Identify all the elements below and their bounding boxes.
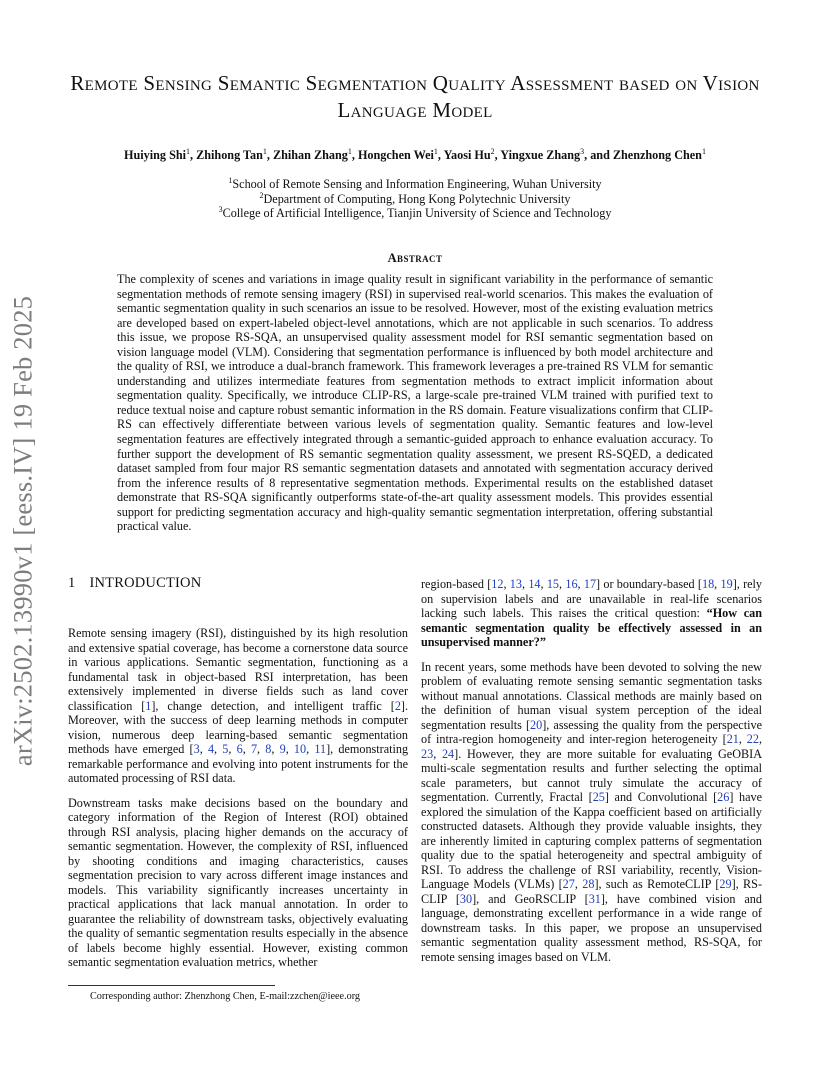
paragraph-text: ] or boundary-based [ (596, 577, 702, 591)
section-number: 1 (68, 575, 76, 591)
paragraph-text: , (738, 732, 747, 746)
footnote: Corresponding author: Zhenzhong Chen, E-mail:zzchen@ieee.org (90, 991, 361, 1002)
affiliation (70, 192, 760, 207)
paragraph-text: ] have explored the simulation of the Kappa coefficient based on artificially constructed datasets. Although they provide valuable insights, they are inherently limited in capturing complex patterns of segmentation quality due to the spatial heterogeneity and spectral ambiguity of RSI. To address the challenge of RSI variability, recently, Vision-Language Models (VLMs) [ (421, 790, 763, 891)
author (273, 148, 352, 162)
paragraph-text: ], such as RemoteCLIP [ (594, 877, 720, 891)
author (444, 148, 495, 162)
paragraph-text: , (714, 577, 721, 591)
affiliation-text: Department of Computing, Hong Kong Polytechnic University (263, 191, 571, 206)
paragraph (68, 796, 408, 970)
paragraph-text: , (521, 577, 529, 591)
paragraph-text: , (574, 877, 583, 891)
author-affil-mark: 1 (433, 146, 438, 156)
citation-link[interactable]: 10 (293, 742, 307, 756)
paragraph-text: Downstream tasks make decisions based on the boundary and category information of the Region of Interest (ROI) obtained through RSI analysis, placing higher demands on the accuracy of semantic segmentation. However, the complexity of RSI, influenced by shooting conditions and imaging characteristics, causes segmentation precision to vary across different image instances and models. This variability significantly increases uncertainty in practical applications that lack manual annotation. In order to guarantee the reliability of downstream tasks, objectively evaluating the quality of semantic segmentation results especially in the absence of labels become highly essential. However, existing common semantic segmentation evaluation metrics, whether (68, 795, 408, 969)
paragraph-text: ]. Moreover, with the success of deep learning methods in computer vision, numerous deep learning-based semantic segmentation methods have emerged [ (68, 698, 409, 756)
author-affil-mark: 2 (490, 146, 495, 156)
citation-link[interactable]: 1 (145, 698, 152, 713)
affiliation-mark: 3 (218, 204, 223, 214)
citation-link[interactable]: 9 (279, 742, 286, 756)
citation-link[interactable]: 13 (509, 577, 522, 591)
citation-link[interactable]: 27 (562, 877, 575, 891)
paragraph-text: ], and GeoRSCLIP [ (472, 891, 589, 906)
paragraph-text: region-based [ (421, 577, 492, 591)
paragraph-text: , (257, 742, 266, 756)
paragraph-text: , (214, 742, 223, 756)
author-name: and Zhenzhong Chen (590, 148, 702, 162)
paragraph (68, 626, 408, 786)
citation-link[interactable]: 31 (588, 891, 601, 906)
section-heading (68, 575, 201, 592)
affiliation-text: College of Artificial Intelligence, Tianjin University of Science and Technology (222, 206, 612, 220)
author-name: Yaosi Hu (443, 148, 491, 162)
citation-link[interactable]: 24 (441, 746, 455, 761)
citation-link[interactable]: 6 (236, 742, 243, 756)
citation-link[interactable]: 3 (193, 742, 200, 756)
arxiv-watermark (2, 286, 44, 776)
author-list: Huiying Shi$^1$, Zhihong Tan$^1$, Zhihan Zhang$^1$, Hongchen Wei$^1$, Yaosi Hu$^2$, Yingxue Zhang$^3$, and Zhenzhong Chen$^1$ (124, 146, 706, 162)
paragraph-text: , (559, 577, 566, 591)
paragraph-text: , (540, 577, 547, 591)
citation-link[interactable]: 16 (565, 577, 578, 591)
paragraph-text: , (228, 742, 237, 756)
citation-link[interactable]: 12 (491, 577, 504, 591)
author (500, 148, 584, 162)
paragraph-text: ]. However, they are more suitable for evaluating GeOBIA multi-scale segmentation results and further selecting the optimal scale parameters, but cannot truly simulate the accuracy of segmentation. Currently, Fractal [ (421, 746, 762, 804)
author-name: Yingxue Zhang (500, 148, 581, 162)
affiliation-mark: 1 (228, 175, 233, 185)
author-affil-mark: 1 (347, 146, 352, 156)
author-name: Huiying Shi (124, 148, 187, 162)
affiliation-text: School of Remote Sensing and Information Engineering, Wuhan University (232, 177, 602, 191)
paragraph-text: , (285, 742, 294, 756)
author-affil-mark: 1 (262, 146, 267, 156)
affiliation (70, 206, 760, 221)
section-title: INTRODUCTION (89, 575, 202, 591)
author-affil-mark: 1 (186, 146, 191, 156)
paragraph (421, 660, 762, 965)
citation-link[interactable]: 22 (746, 732, 759, 746)
citation-link[interactable]: 7 (250, 742, 258, 756)
citation-link[interactable]: 19 (720, 577, 733, 591)
paragraph-text: Remote sensing imagery (RSI), distinguished by its high resolution and extensive spatial coverage, has become a cornerstone data source in various applications. Semantic segmentation, functioning as a fundamental task in object-based RSI interpretation, has been extensively implemented in diverse fields such as land cover classification [ (68, 626, 408, 713)
citation-link[interactable]: 29 (719, 877, 732, 891)
citation-link[interactable]: 5 (222, 742, 229, 756)
citation-link[interactable]: 2 (394, 698, 401, 713)
citation-link[interactable]: 30 (459, 891, 473, 906)
left-column (68, 626, 408, 980)
author (590, 148, 706, 162)
paragraph-text: , (306, 742, 315, 756)
paragraph-text: ], have combined vision and language, demonstrating excellent performance in a wide range of downstream tasks. In this paper, we propose an unsupervised semantic segmentation quality assessment method, RS-SQA, for remote sensing images based on VLM. (421, 891, 762, 964)
citation-link[interactable]: 20 (530, 717, 543, 732)
paragraph-text: , (433, 746, 442, 761)
paper-title: Remote Sensing Semantic Segmentation Quality Assessment based on Vision Language Model (70, 71, 760, 122)
paragraph-text: In recent years, some methods have been devoted to solving the new problem of evaluating remote sensing semantic segmentation tasks without manual annotations. Classical methods are mainly based on the definition of human visual system perception of the ideal segmentation results [ (421, 659, 762, 732)
citation-link[interactable]: 26 (717, 790, 730, 804)
paragraph (421, 577, 762, 650)
paragraph-text: ], change detection, and intelligent traffic [ (151, 698, 395, 713)
author-name: Zhihong Tan (196, 148, 263, 162)
affiliation-mark: 2 (259, 190, 264, 200)
paragraph-text: , (271, 742, 280, 756)
author-name: Hongchen Wei (357, 148, 434, 162)
author-affil-mark: 3 (580, 146, 585, 156)
citation-link[interactable]: 23 (421, 746, 434, 761)
paragraph-text: ] and Convolutional [ (604, 790, 718, 804)
key-question: “How can semantic segmentation quality be effectively assessed in an unsupervised manner?” (421, 606, 763, 649)
citation-link[interactable]: 8 (265, 742, 272, 756)
citation-link[interactable]: 28 (582, 877, 595, 891)
paragraph-text: , (242, 742, 251, 756)
author-affil-mark: 1 (701, 146, 706, 156)
author (196, 148, 267, 162)
paragraph-text: ], RS-CLIP [ (421, 877, 762, 906)
citation-link[interactable]: 25 (592, 790, 605, 804)
affiliation (70, 177, 760, 192)
abstract-body: The complexity of scenes and variations in image quality result in significant variability in the performance of semantic segmentation methods of remote sensing imagery (RSI) in supervised real-world scenarios. This makes the evaluation of semantic segmentation quality in such scenarios an issue to be resolved. However, most of the existing evaluation metrics are developed based on expert-labeled object-level annotations, which are not applicable in such scenarios. To address this issue, we propose RS-SQA, an unsupervised quality assessment model for RSI semantic segmentation based on vision language model (VLM). Considering that segmentation performance is influenced by both model architecture and the quality of RSI, we introduce a dual-branch framework. This framework leverages a pre-trained RS VLM for semantic understanding and utilizes intermediate features from segmentation methods to extract implicit information about segmentation quality. Specifically, we introduce CLIP-RS, a large-scale pre-trained VLM trained with purified text to reduce textual noise and capture robust semantic information in the RS domain. Feature visualizations confirm that CLIP-RS can effectively differentiate between various levels of segmentation quality. Semantic features and low-level segmentation features are effectively integrated through a semantic-guided approach to enhance evaluation accuracy. To further support the development of RS semantic segmentation quality assessment, we present RS-SQED, a dedicated dataset sampled from four major RS semantic segmentation datasets and annotated with segmentation accuracy derived from the inference results of 8 representative segmentation methods. Experimental results on the established dataset demonstrate that RS-SQA significantly outperforms state-of-the-art quality assessment models. This provides essential support for predicting segmentation accuracy and high-quality semantic segmentation interpretation, offering substantial practical value. (117, 272, 713, 534)
paragraph-text: ], demonstrating remarkable performance and evolving into potent instruments for the automated processing of RSI data. (68, 742, 409, 785)
citation-link[interactable]: 14 (528, 577, 541, 591)
paragraph-text: , (199, 742, 208, 756)
author (358, 148, 438, 162)
paragraph-text: ], rely on supervision labels and are unavailable in real-life scenarios lacking such labels. This raises the critical question: (421, 577, 763, 620)
citation-link[interactable]: 18 (701, 577, 715, 591)
paragraph-text: , (758, 732, 763, 746)
author (124, 148, 190, 162)
footnote-divider (68, 985, 275, 986)
citation-link[interactable]: 21 (726, 732, 739, 746)
citation-link[interactable]: 11 (314, 742, 327, 756)
citation-link[interactable]: 15 (546, 577, 560, 591)
right-column (421, 577, 762, 974)
affiliation-list (70, 177, 760, 221)
paragraph-text: , (577, 577, 584, 591)
abstract-heading: Abstract (387, 251, 443, 265)
citation-link[interactable]: 4 (207, 742, 215, 756)
author-name: Zhihan Zhang (272, 148, 348, 162)
paragraph-text: , (503, 577, 510, 591)
citation-link[interactable]: 17 (583, 577, 597, 591)
paragraph-text: ], assessing the quality from the perspective of intra-region homogeneity and inter-region heterogeneity [ (421, 717, 762, 746)
arxiv-id: arXiv:2502.13990v1 [eess.IV] 19 Feb 2025 (7, 295, 38, 767)
